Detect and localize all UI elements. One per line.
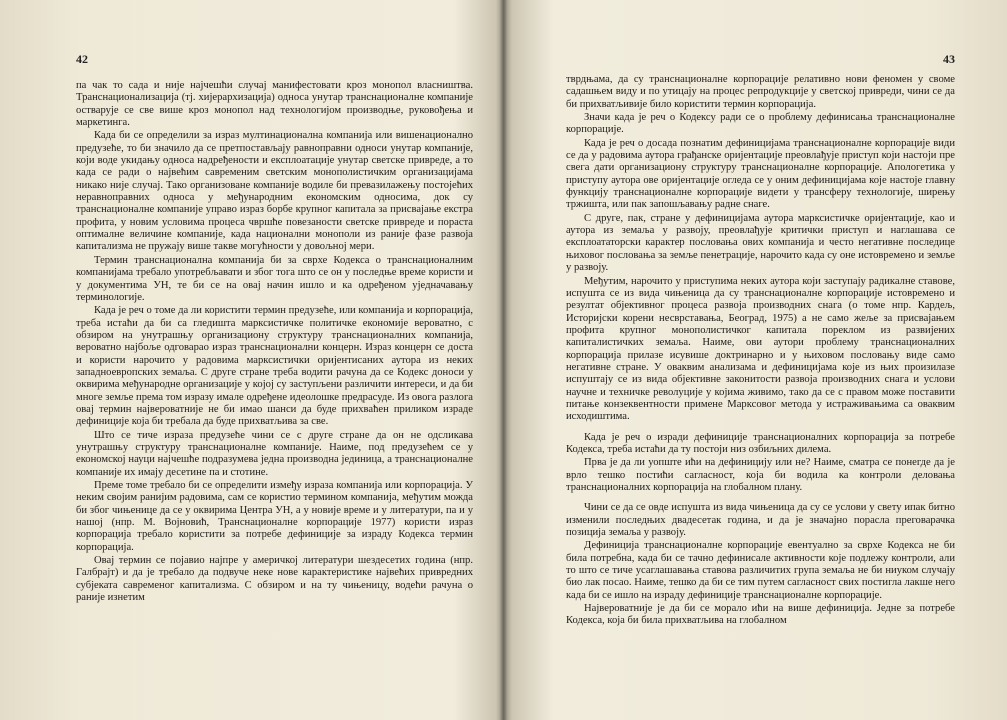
left-page-body bbox=[76, 80, 473, 604]
paragraph: Термин транснационална компанија би за сврхе Кодекса о транснационалним компанијама требало употребљавати и због тога што се он у последње време користи и у документима УН, те би се на овај начин ишло и ка одређеном уједначавању терминологије. bbox=[76, 254, 473, 303]
paragraph: Међутим, нарочито у приступима неких аутора који заступају радикалне ставове, испушта се из вида чињеница да су транснационалне корпорације истовремено и резултат објективног процеса развоја производних снага (о томе нпр. Кардељ, Историјски корени несврставања, Београд, 1975) а не само жеље за присвајањем профита крупног монополистичког капитала пореклом из развијених капиталистичких земаља. Наиме, ови аутори проблему транснационалних корпорација прилазе исувише доктринарно и у њиховом пословању виде само негативне стране. У оваквим анализама и дефиницијама које из њих произилазе испуштају се из вида објективне законитости развоја производних снага и услови научне и техничке револуције у којима живимо, тако да се с правом може поставити питање конзеквентности примене Марксовог метода у истраживањима са оваквим исходиштима. bbox=[566, 275, 955, 423]
paragraph: Значи када је реч о Кодексу ради се о проблему дефинисања транснационалне корпорације. bbox=[566, 112, 955, 136]
paragraph: С друге, пак, стране у дефиницијама аутора марксистичке оријентације, као и аутора из земаља у развоју, преовлађује критички приступ и наглашава се експлоататорски карактер пословања ових компанија и често негативне последице њиховог пословања за земље пенетрације, нарочито када су оне истовремено и земље у развоју. bbox=[566, 212, 955, 274]
paragraph: Када је реч о досада познатим дефиницијама транснационалне корпорације види се да у радовима аутора грађанске оријентације преовлађује приступ који настоји пре свега дати организациону структуру транснационалне корпорације. Апологетика у приступу аутора ове оријентације огледа се у оним дефиницијама које настоје главну функцију транснационалне корпорације видети у трансферу технологије, ширењу тржишта, или пак запошљавању радне снаге. bbox=[566, 137, 955, 211]
paragraph: Прва је да ли уопште ићи на дефиницију или не? Наиме, сматра се понегде да је врло тешко постићи сагласност, која би водила ка контроли деловања транснационалних корпорација на глобалном плану. bbox=[566, 457, 955, 493]
right-page-body bbox=[566, 74, 955, 628]
paragraph: Дефиниција транснационалне корпорације евентуално за сврхе Кодекса не би била потребна, када би се тачно дефинисале активности које подлежу контроли, али то што се тиче усаглашавања ставова различитих група земаља не би ниуком случају био лак посао. Наиме, тешко да би се тим путем сагласност свих постигла лакше него када би се ишло на израду дефиниције транснационалне корпорације. bbox=[566, 540, 955, 601]
paragraph: Када је реч о изради дефиниције транснационалних корпорација за потребе Кодекса, треба истаћи да ту постоји низ озбиљних дилема. bbox=[566, 431, 955, 455]
paragraph: Када би се определили за израз мултинационална компанија или вишенационално предузеће, то би значило да се претпостављају равноправни односи унутар компаније, који воде укидању односа надређености и експлоатације унутар светске привреде, а то када се ради о највећим савременим светским монополистичким организацијама никако није случај. Тако организоване компаније водиле би превазилажењу постојећих неравноправних односа у међународним економским односима, док су транснационалне компаније управо израз борбе крупног капитала за присвајање екстра профита, у новим условима процеса чвршће повезаности светске привреде и пораста оптималне величине компаније, када национални монополи из ранијe фазе развоја капитализма не пружају више такве могућности у довољној мери. bbox=[76, 130, 473, 253]
paragraph: Када је реч о томе да ли користити термин предузеће, или компанија и корпорација, треба истаћи да би са гледишта марксистичке политичке економије вероватно, с обзиром на унутрашњу организациону структуру транснационалних компанија, вероватно најбоље одговарао израз транснационални концерн. Израз концерн се доста и користи нарочито у радовима марксистички оријентисаних аутора из неких западноевропских земаља. С друге стране треба водити рачуна да се Кодекс доноси у оквирима међународне организације у којој су заступљени различити интереси, и да би многе земље према том изразу имале одређене идеолошке предрасуде. Из овога разлога овај термин највероватније не би имао шанси да буде прихваћен приликом израде дефиниције која би требала да буде прихватљива за све. bbox=[76, 305, 473, 428]
paragraph: Што се тиче израза предузеће чини се с друге стране да он не одсликава унутрашњу структуру транснационалне компаније. Наиме, под предузећем се у економској науци најчешће подразумева једна производна јединица, а транснационалне компаније их имају десетине па и стотине. bbox=[76, 429, 473, 478]
paragraph: Највероватније је да би се морало ићи на више дефиниција. Једне за потребе Кодекса, која би била прихватљива на глобалном bbox=[566, 603, 955, 627]
paragraph: па чак то сада и није најчешћи случај манифестовати кроз монопол власништва. Транснационализација (тј. хијерархизација) односа унутар транснационалне компаније остварује се све више кроз монопол над технологијом производње, руковођења и маркетинга. bbox=[76, 80, 473, 129]
paragraph: Овај термин се појавио најпре у америчкој литератури шездесетих година (нпр. Галбрајт) и да је требало да подвуче неке нове карактеристике највећих привредних субјеката савременог капитализма. С обзиром и на ту чињеницу, водећи рачуна о раније изнетим bbox=[76, 555, 473, 604]
page-number-right: 43 bbox=[943, 52, 955, 66]
paragraph: Чини се да се овде испушта из вида чињеница да су се услови у свету ипак битно изменили последњих двадесетак година, и да је значајно порасла преговарачка позиција земаља у развоју. bbox=[566, 502, 955, 539]
page-number-left: 42 bbox=[76, 52, 88, 66]
right-page bbox=[506, 0, 1007, 720]
left-page bbox=[0, 0, 503, 720]
paragraph: тврдњама, да су транснационалне корпорације релативно нови феномен у своме садашњем виду и по утицају на процес репродукције у светској привреди, чини се да би прихватљивије било користити термин корпорација. bbox=[566, 74, 955, 110]
paragraph: Преме томе требало би се определити између израза компанија или корпорација. У неким својим ранијим радовима, сам се користио термином компанија, међутим можда би због чињенице да се у оквирима Центра УН, а у новије време и у литератури, па и у нашој (нпр. М. Војновић, Транснационалне корпорације 1977) користи израз корпорација требало користити за потребе дефиниције за израду Кодекса термин корпорација. bbox=[76, 480, 473, 553]
